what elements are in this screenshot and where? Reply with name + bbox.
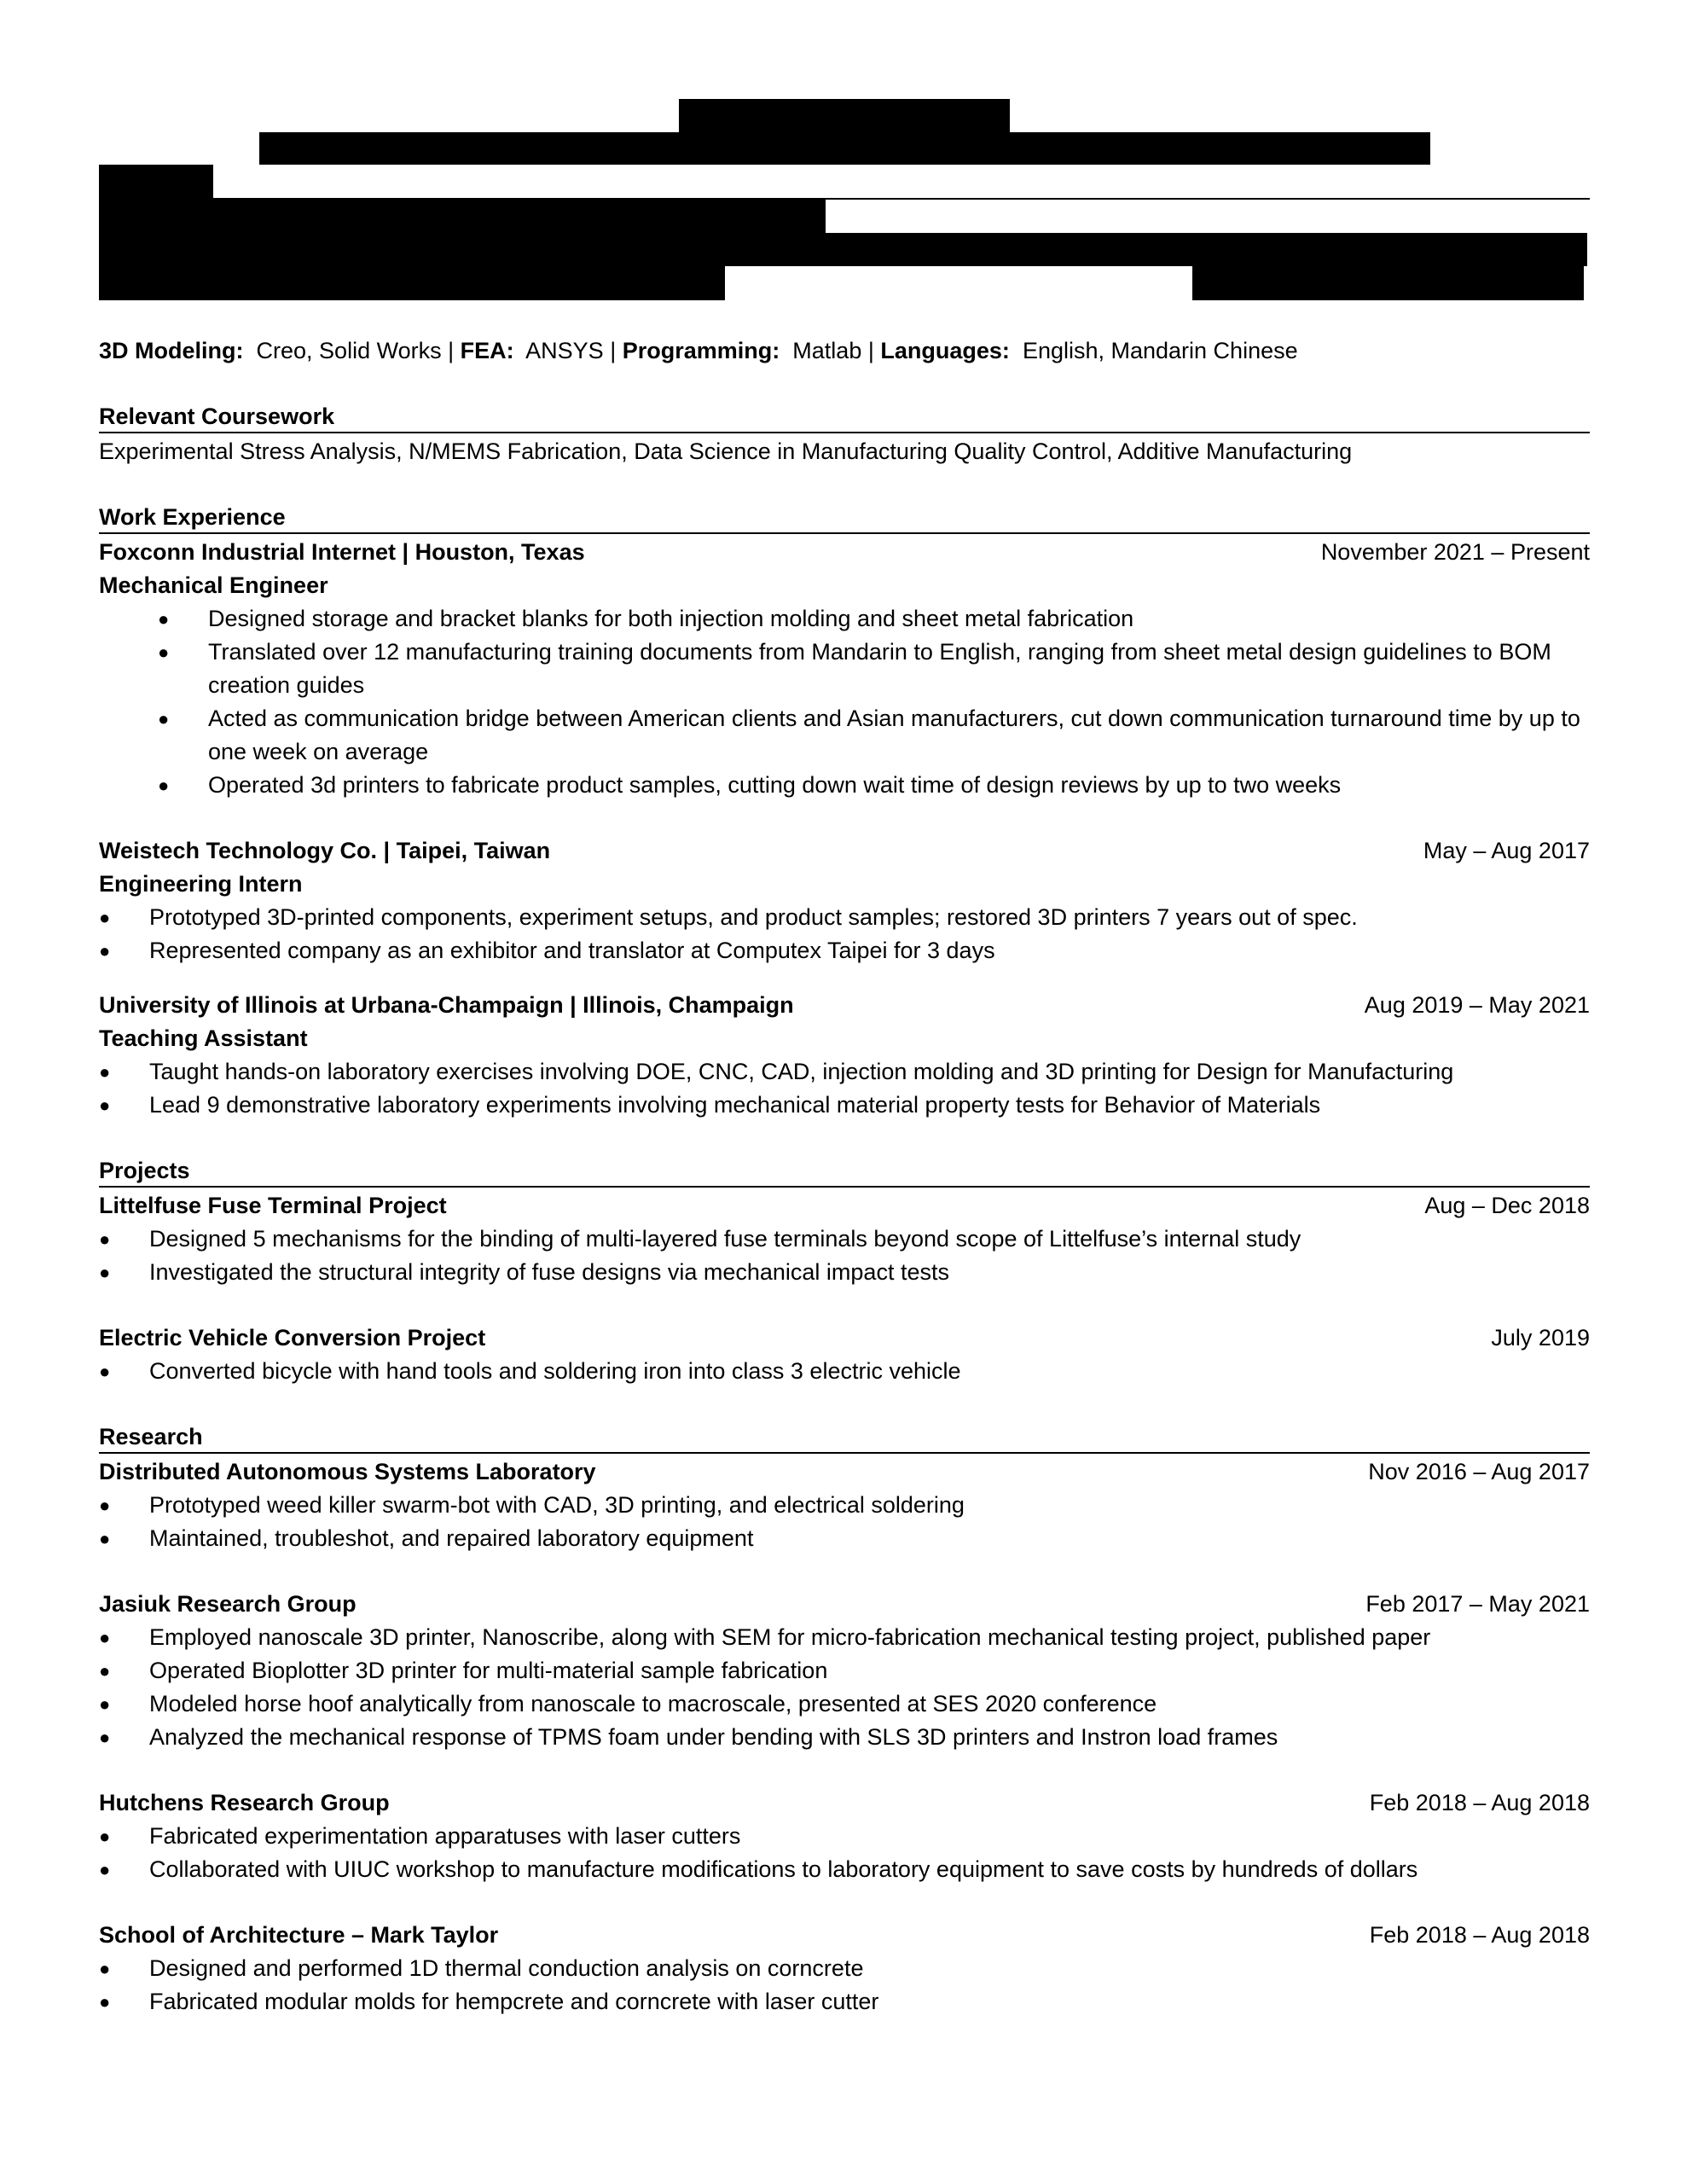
bullet-icon: ● xyxy=(99,1061,111,1083)
list-item-text: Designed 5 mechanisms for the binding of multi-layered fuse terminals beyond scope of Littelfuse’s internal study xyxy=(149,1226,1301,1252)
list-item xyxy=(99,1654,1590,1687)
entry-role: Teaching Assistant xyxy=(99,1025,308,1051)
list-item-text: Operated 3d printers to fabricate product samples, cutting down wait time of design reviews by up to two weeks xyxy=(208,772,1342,798)
bullet-icon: ● xyxy=(99,1727,111,1748)
coursework-text: Experimental Stress Analysis, N/MEMS Fabrication, Data Science in Manufacturing Quality Control, Additive Manufacturing xyxy=(99,439,1353,464)
entry-org: Littelfuse Fuse Terminal Project xyxy=(99,1193,447,1218)
list-item xyxy=(99,769,1590,802)
list-item-text: Acted as communication bridge between American clients and Asian manufacturers, cut down communication turnaround time by up to one week on average xyxy=(208,706,1580,764)
redacted-education-2 xyxy=(99,233,1587,266)
list-item-text: Fabricated experimentation apparatuses with laser cutters xyxy=(149,1823,741,1849)
list-item-text: Translated over 12 manufacturing training documents from Mandarin to English, ranging from sheet metal design guidelines to BOM creation guides xyxy=(208,639,1551,698)
bullet-icon: ● xyxy=(99,1958,111,1979)
list-item xyxy=(99,636,1590,702)
list-item xyxy=(99,602,1590,636)
redacted-education-date xyxy=(1192,266,1584,300)
entry-org: Foxconn Industrial Internet | Houston, Texas xyxy=(99,539,585,565)
redacted-name xyxy=(679,99,1010,133)
entry-org: University of Illinois at Urbana-Champaign | Illinois, Champaign xyxy=(99,992,794,1018)
list-item xyxy=(99,1355,1590,1388)
list-item xyxy=(99,1721,1590,1754)
list-item xyxy=(99,1687,1590,1721)
entry-date: July 2019 xyxy=(1491,1325,1590,1350)
bullet-icon: ● xyxy=(99,940,111,961)
redacted-section-heading xyxy=(99,165,213,200)
section-heading-projects: Projects xyxy=(99,1154,1590,1188)
bullet-icon: ● xyxy=(99,1495,111,1516)
list-item-text: Maintained, troubleshot, and repaired laboratory equipment xyxy=(149,1525,754,1551)
list-item-text: Designed storage and bracket blanks for both injection molding and sheet metal fabrication xyxy=(208,606,1134,631)
list-item-text: Designed and performed 1D thermal conduction analysis on corncrete xyxy=(149,1955,864,1981)
bullet-icon: ● xyxy=(158,775,170,796)
list-item-text: Prototyped weed killer swarm-bot with CAD, 3D printing, and electrical soldering xyxy=(149,1492,965,1518)
entry-header xyxy=(99,989,1590,1022)
list-item-text: Collaborated with UIUC workshop to manufacture modifications to laboratory equipment to save costs by hundreds of dollars xyxy=(149,1856,1418,1882)
list-item xyxy=(99,1985,1590,2018)
bullet-icon: ● xyxy=(158,642,170,663)
redacted-contact xyxy=(259,132,1430,165)
entry-org: School of Architecture – Mark Taylor xyxy=(99,1922,499,1948)
bullet-icon: ● xyxy=(158,608,170,630)
bullet-icon: ● xyxy=(99,1693,111,1715)
list-item xyxy=(99,1853,1590,1886)
bullet-icon: ● xyxy=(99,1095,111,1116)
list-item xyxy=(99,1522,1590,1555)
redacted-education-1 xyxy=(99,200,826,233)
list-item xyxy=(99,901,1590,934)
section-heading-work: Work Experience xyxy=(99,501,1590,534)
entry-org: Jasiuk Research Group xyxy=(99,1591,357,1617)
bullet-icon: ● xyxy=(99,1991,111,2013)
entry-header xyxy=(99,1189,1590,1223)
skill-label: Programming: xyxy=(622,338,780,363)
list-item-text: Fabricated modular molds for hempcrete and corncrete with laser cutter xyxy=(149,1989,879,2014)
list-item-text: Prototyped 3D-printed components, experiment setups, and product samples; restored 3D printers 7 years out of spec. xyxy=(149,904,1358,930)
list-item-text: Investigated the structural integrity of fuse designs via mechanical impact tests xyxy=(149,1259,949,1285)
list-item xyxy=(99,1820,1590,1853)
list-item xyxy=(99,1952,1590,1985)
separator: | xyxy=(610,338,617,363)
skill-value: ANSYS xyxy=(525,338,604,363)
list-item xyxy=(99,702,1590,769)
entry-date: Feb 2018 – Aug 2018 xyxy=(1369,1922,1590,1948)
section-heading-research: Research xyxy=(99,1420,1590,1454)
bullet-icon: ● xyxy=(99,1361,111,1382)
entry-header xyxy=(99,536,1590,569)
list-item-text: Employed nanoscale 3D printer, Nanoscribe, along with SEM for micro-fabrication mechanical testing project, published paper xyxy=(149,1624,1431,1650)
entry-org: Weistech Technology Co. | Taipei, Taiwan xyxy=(99,838,551,863)
list-item xyxy=(99,934,1590,967)
bullet-icon: ● xyxy=(99,1660,111,1682)
list-item xyxy=(99,1256,1590,1289)
skill-label: 3D Modeling: xyxy=(99,338,244,363)
list-item xyxy=(99,1621,1590,1654)
entry-org: Hutchens Research Group xyxy=(99,1790,390,1815)
bullet-icon: ● xyxy=(99,1826,111,1847)
entry-date: Aug – Dec 2018 xyxy=(1424,1193,1590,1218)
bullet-icon: ● xyxy=(99,1528,111,1549)
entry-header xyxy=(99,1786,1590,1820)
entry-header xyxy=(99,834,1590,868)
entry-header xyxy=(99,1321,1590,1355)
list-item-text: Operated Bioplotter 3D printer for multi-material sample fabrication xyxy=(149,1658,828,1683)
list-item xyxy=(99,1489,1590,1522)
list-item-text: Lead 9 demonstrative laboratory experiments involving mechanical material property tests for Behavior of Materials xyxy=(149,1092,1321,1118)
list-item xyxy=(99,1223,1590,1256)
list-item xyxy=(99,1089,1590,1122)
list-item xyxy=(99,1055,1590,1089)
bullet-icon: ● xyxy=(158,708,170,729)
list-item-text: Analyzed the mechanical response of TPMS foam under bending with SLS 3D printers and Instron load frames xyxy=(149,1724,1278,1750)
skill-label: Languages: xyxy=(880,338,1010,363)
entry-date: May – Aug 2017 xyxy=(1423,838,1590,863)
list-item-text: Converted bicycle with hand tools and soldering iron into class 3 electric vehicle xyxy=(149,1358,961,1384)
bullet-icon: ● xyxy=(99,1228,111,1250)
bullet-icon: ● xyxy=(99,907,111,928)
redacted-education-3 xyxy=(99,266,725,300)
entry-date: November 2021 – Present xyxy=(1320,539,1590,565)
entry-org: Distributed Autonomous Systems Laboratory xyxy=(99,1459,596,1484)
skill-value: Creo, Solid Works xyxy=(256,338,442,363)
separator: | xyxy=(867,338,874,363)
bullet-icon: ● xyxy=(99,1262,111,1283)
entry-header xyxy=(99,1588,1590,1621)
entry-org: Electric Vehicle Conversion Project xyxy=(99,1325,486,1350)
list-item-text: Represented company as an exhibitor and translator at Computex Taipei for 3 days xyxy=(149,938,995,963)
entry-date: Feb 2018 – Aug 2018 xyxy=(1369,1790,1590,1815)
separator: | xyxy=(448,338,455,363)
bullet-icon: ● xyxy=(99,1627,111,1648)
skill-label: FEA: xyxy=(460,338,514,363)
skills-line xyxy=(99,334,1590,368)
entry-header xyxy=(99,1919,1590,1952)
skill-value: English, Mandarin Chinese xyxy=(1022,338,1298,363)
entry-header xyxy=(99,1455,1590,1489)
entry-role: Engineering Intern xyxy=(99,871,303,897)
bullet-icon: ● xyxy=(99,1859,111,1880)
section-heading-coursework: Relevant Coursework xyxy=(99,400,1590,433)
list-item-text: Taught hands-on laboratory exercises involving DOE, CNC, CAD, injection molding and 3D printing for Design for Manufacturing xyxy=(149,1059,1454,1084)
list-item-text: Modeled horse hoof analytically from nanoscale to macroscale, presented at SES 2020 conference xyxy=(149,1691,1157,1716)
entry-date: Feb 2017 – May 2021 xyxy=(1365,1591,1590,1617)
resume-body xyxy=(99,334,1590,2018)
entry-date: Nov 2016 – Aug 2017 xyxy=(1368,1459,1590,1484)
entry-role: Mechanical Engineer xyxy=(99,572,328,598)
skill-value: Matlab xyxy=(792,338,862,363)
entry-date: Aug 2019 – May 2021 xyxy=(1364,992,1590,1018)
